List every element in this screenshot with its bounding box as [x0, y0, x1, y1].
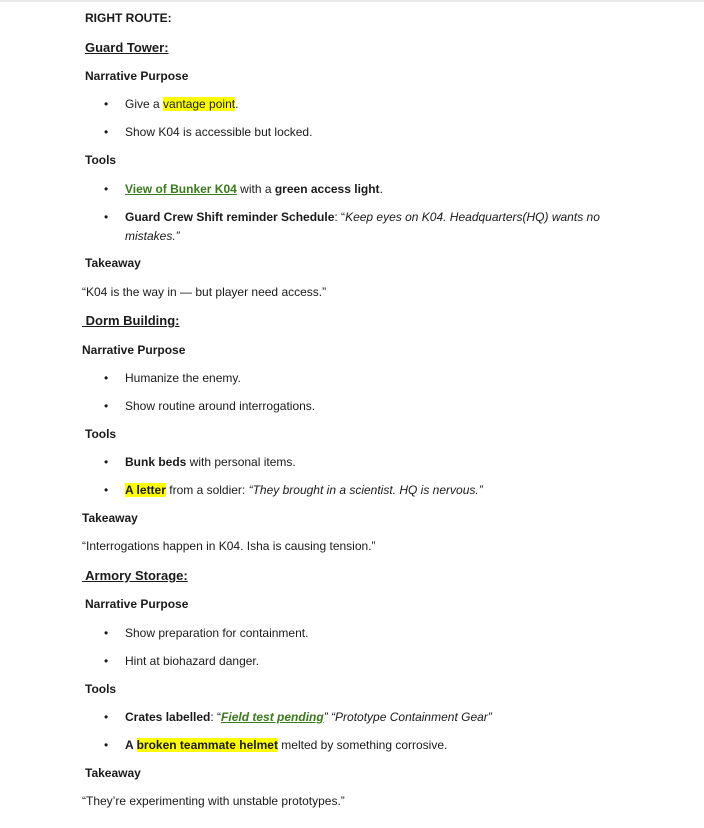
armory-tool-item-1: • Crates labelled: “Field test pending” “Prototype Containment Gear”: [104, 710, 492, 724]
bullet: •: [104, 399, 109, 413]
dorm-tool-item-1: • Bunk beds with personal items.: [104, 455, 296, 469]
highlight: vantage point: [163, 97, 236, 111]
route-title: RIGHT ROUTE:: [85, 11, 172, 25]
bullet: •: [104, 710, 109, 724]
armory-purpose-label: Narrative Purpose: [85, 597, 189, 611]
dorm-tool-item-2: • A letter from a soldier: “They brought in a scientist. HQ is nervous.”: [104, 483, 483, 497]
guard-tool-item-2-cont: mistakes.”: [125, 229, 180, 243]
bullet: •: [104, 738, 109, 752]
highlight: broken teammate helmet: [136, 738, 278, 752]
bullet: •: [104, 182, 109, 196]
bullet: •: [104, 626, 109, 640]
guard-tool-item-2: • Guard Crew Shift reminder Schedule: “Keep eyes on K04. Headquarters(HQ) wants no: [104, 210, 600, 224]
guard-tool-item-1: • View of Bunker K04 with a green access light.: [104, 182, 383, 196]
bullet: •: [104, 125, 109, 139]
armory-tool-item-2: • A broken teammate helmet melted by something corrosive.: [104, 738, 448, 752]
bullet: •: [104, 97, 109, 111]
guard-purpose-label: Narrative Purpose: [85, 69, 189, 83]
armory-takeaway: “They’re experimenting with unstable prototypes.”: [82, 794, 345, 808]
bullet: •: [104, 371, 109, 385]
guard-purpose-item-1: • Give a vantage point.: [104, 97, 239, 111]
armory-tools-label: Tools: [85, 682, 117, 696]
bullet: •: [104, 210, 109, 224]
armory-storage-heading: Armory Storage:: [82, 568, 188, 583]
field-test-pending-link[interactable]: Field test pending: [221, 710, 324, 724]
top-divider: [0, 0, 704, 2]
bunker-k04-link[interactable]: View of Bunker K04: [125, 182, 237, 196]
armory-purpose-item-1: • Show preparation for containment.: [104, 626, 309, 640]
guard-takeaway-label: Takeaway: [85, 256, 141, 270]
dorm-takeaway-label: Takeaway: [82, 511, 138, 525]
dorm-purpose-item-1: • Humanize the enemy.: [104, 371, 241, 385]
guard-takeaway: “K04 is the way in — but player need access.”: [82, 285, 327, 299]
guard-tools-label: Tools: [85, 153, 117, 167]
dorm-takeaway: “Interrogations happen in K04. Isha is causing tension.”: [82, 539, 376, 553]
highlight: A letter: [125, 483, 166, 497]
bullet: •: [104, 483, 109, 497]
bullet: •: [104, 455, 109, 469]
armory-purpose-item-2: • Hint at biohazard danger.: [104, 654, 260, 668]
dorm-purpose-label: Narrative Purpose: [82, 343, 186, 357]
dorm-building-heading: Dorm Building:: [82, 313, 180, 328]
dorm-tools-label: Tools: [85, 427, 117, 441]
guard-tower-heading: Guard Tower:: [85, 40, 169, 55]
dorm-purpose-item-2: • Show routine around interrogations.: [104, 399, 316, 413]
bullet: •: [104, 654, 109, 668]
armory-takeaway-label: Takeaway: [85, 766, 141, 780]
guard-purpose-item-2: • Show K04 is accessible but locked.: [104, 125, 313, 139]
